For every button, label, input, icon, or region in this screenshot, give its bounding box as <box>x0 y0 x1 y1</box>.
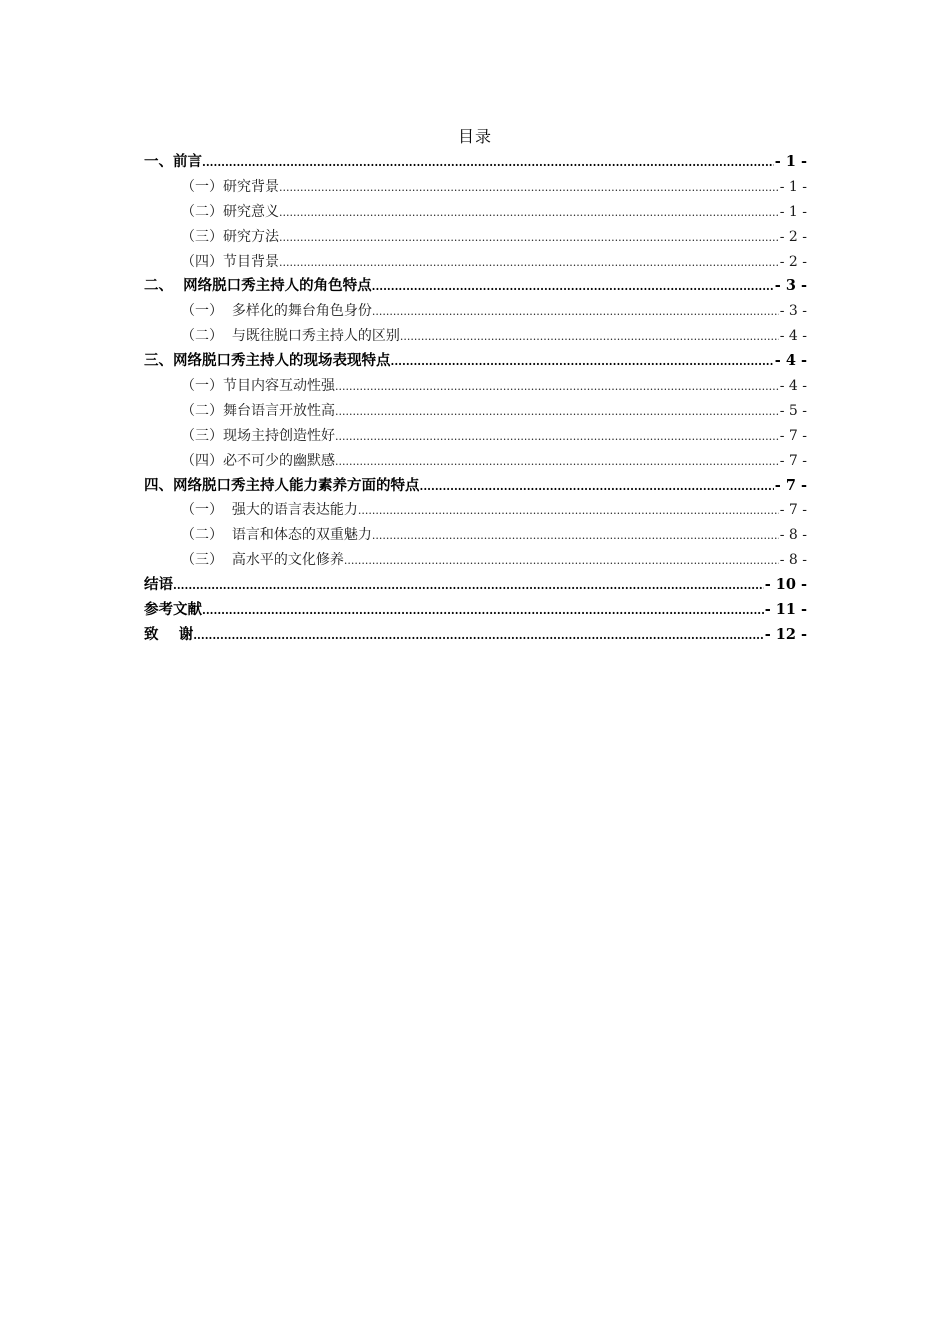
toc-dot-leader <box>202 605 764 616</box>
toc-chapter-entry[interactable] <box>144 474 807 499</box>
toc-entry-title: （一）节目内容互动性强 <box>181 378 335 395</box>
toc-dot-leader <box>335 381 779 392</box>
toc-chapter-entry[interactable] <box>144 349 807 374</box>
toc-page-number: - 5 - <box>779 402 807 419</box>
toc-section-entry[interactable] <box>144 498 807 523</box>
toc-page-number: - 11 - <box>764 601 807 619</box>
toc-section-entry[interactable] <box>144 548 807 573</box>
toc-chapter-entry[interactable] <box>144 598 807 623</box>
toc-dot-leader <box>372 306 779 317</box>
toc-page-number: - 1 - <box>779 203 807 220</box>
toc-entry-title: （一） 多样化的舞台角色身份 <box>181 303 372 320</box>
toc-entry-title: 参考文献 <box>144 601 202 619</box>
toc-dot-leader <box>335 456 779 467</box>
toc-dot-leader <box>279 182 779 193</box>
toc-entry-title: （二） 与既往脱口秀主持人的区别 <box>181 328 400 345</box>
toc-section-entry[interactable] <box>144 523 807 548</box>
toc-page-number: - 4 - <box>774 352 807 370</box>
toc-entry-title: （一）研究背景 <box>181 178 279 195</box>
toc-section-entry[interactable] <box>144 225 807 250</box>
toc-entry-title: （三）研究方法 <box>181 228 279 245</box>
toc-page-number: - 1 - <box>774 153 807 170</box>
toc-dot-leader <box>202 157 774 168</box>
toc-page-number: - 4 - <box>779 378 807 395</box>
toc-dot-leader <box>400 331 779 342</box>
toc-page-number: - 4 - <box>779 328 807 345</box>
toc-entry-title: 一、前言 <box>144 153 202 170</box>
table-of-contents <box>144 150 807 648</box>
toc-page-number: - 12 - <box>764 625 807 643</box>
toc-entry-title: （一） 强大的语言表达能力 <box>181 502 358 519</box>
toc-page-number: - 2 - <box>779 253 807 270</box>
toc-dot-leader <box>391 356 774 367</box>
toc-page-number: - 3 - <box>774 277 807 295</box>
toc-dot-leader <box>358 505 779 516</box>
toc-entry-title: 二、 网络脱口秀主持人的角色特点 <box>144 277 372 295</box>
toc-page-number: - 2 - <box>779 228 807 245</box>
toc-dot-leader <box>344 555 779 566</box>
toc-page-number: - 8 - <box>779 552 807 569</box>
toc-section-entry[interactable] <box>144 374 807 399</box>
toc-entry-title: （三）现场主持创造性好 <box>181 427 335 444</box>
toc-dot-leader <box>372 530 779 541</box>
toc-entry-title: 结语 <box>144 576 173 594</box>
toc-section-entry[interactable] <box>144 449 807 474</box>
toc-dot-leader <box>420 481 774 492</box>
toc-dot-leader <box>193 630 763 641</box>
toc-dot-leader <box>335 431 779 442</box>
toc-entry-title: 致 谢 <box>144 625 194 643</box>
toc-dot-leader <box>279 232 779 243</box>
toc-page-number: - 7 - <box>779 502 807 519</box>
toc-page-number: - 7 - <box>774 476 807 494</box>
toc-page-number: - 8 - <box>779 527 807 544</box>
toc-entry-title: （四）必不可少的幽默感 <box>181 452 335 469</box>
toc-entry-title: （三） 高水平的文化修养 <box>181 552 344 569</box>
toc-chapter-entry[interactable] <box>144 274 807 299</box>
toc-page-number: - 7 - <box>779 452 807 469</box>
toc-section-entry[interactable] <box>144 250 807 275</box>
toc-entry-title: （四）节目背景 <box>181 253 279 270</box>
toc-chapter-entry[interactable] <box>144 150 807 175</box>
toc-dot-leader <box>335 406 779 417</box>
toc-entry-title: 三、网络脱口秀主持人的现场表现特点 <box>144 352 391 370</box>
toc-entry-title: （二） 语言和体态的双重魅力 <box>181 527 372 544</box>
toc-dot-leader <box>173 580 764 591</box>
toc-entry-title: （二）舞台语言开放性高 <box>181 402 335 419</box>
toc-section-entry[interactable] <box>144 200 807 225</box>
toc-entry-title: 四、网络脱口秀主持人能力素养方面的特点 <box>144 476 420 494</box>
toc-section-entry[interactable] <box>144 399 807 424</box>
toc-page-number: - 3 - <box>779 303 807 320</box>
toc-dot-leader <box>279 207 779 218</box>
toc-dot-leader <box>279 257 779 268</box>
toc-page-number: - 7 - <box>779 427 807 444</box>
toc-dot-leader <box>372 281 774 292</box>
toc-title: 目录 <box>457 127 492 146</box>
toc-chapter-entry[interactable] <box>144 623 807 648</box>
toc-section-entry[interactable] <box>144 324 807 349</box>
toc-section-entry[interactable] <box>144 175 807 200</box>
toc-section-entry[interactable] <box>144 424 807 449</box>
toc-page-number: - 10 - <box>764 576 807 594</box>
toc-chapter-entry[interactable] <box>144 573 807 598</box>
toc-entry-title: （二）研究意义 <box>181 203 279 220</box>
toc-page-number: - 1 - <box>779 178 807 195</box>
toc-section-entry[interactable] <box>144 299 807 324</box>
